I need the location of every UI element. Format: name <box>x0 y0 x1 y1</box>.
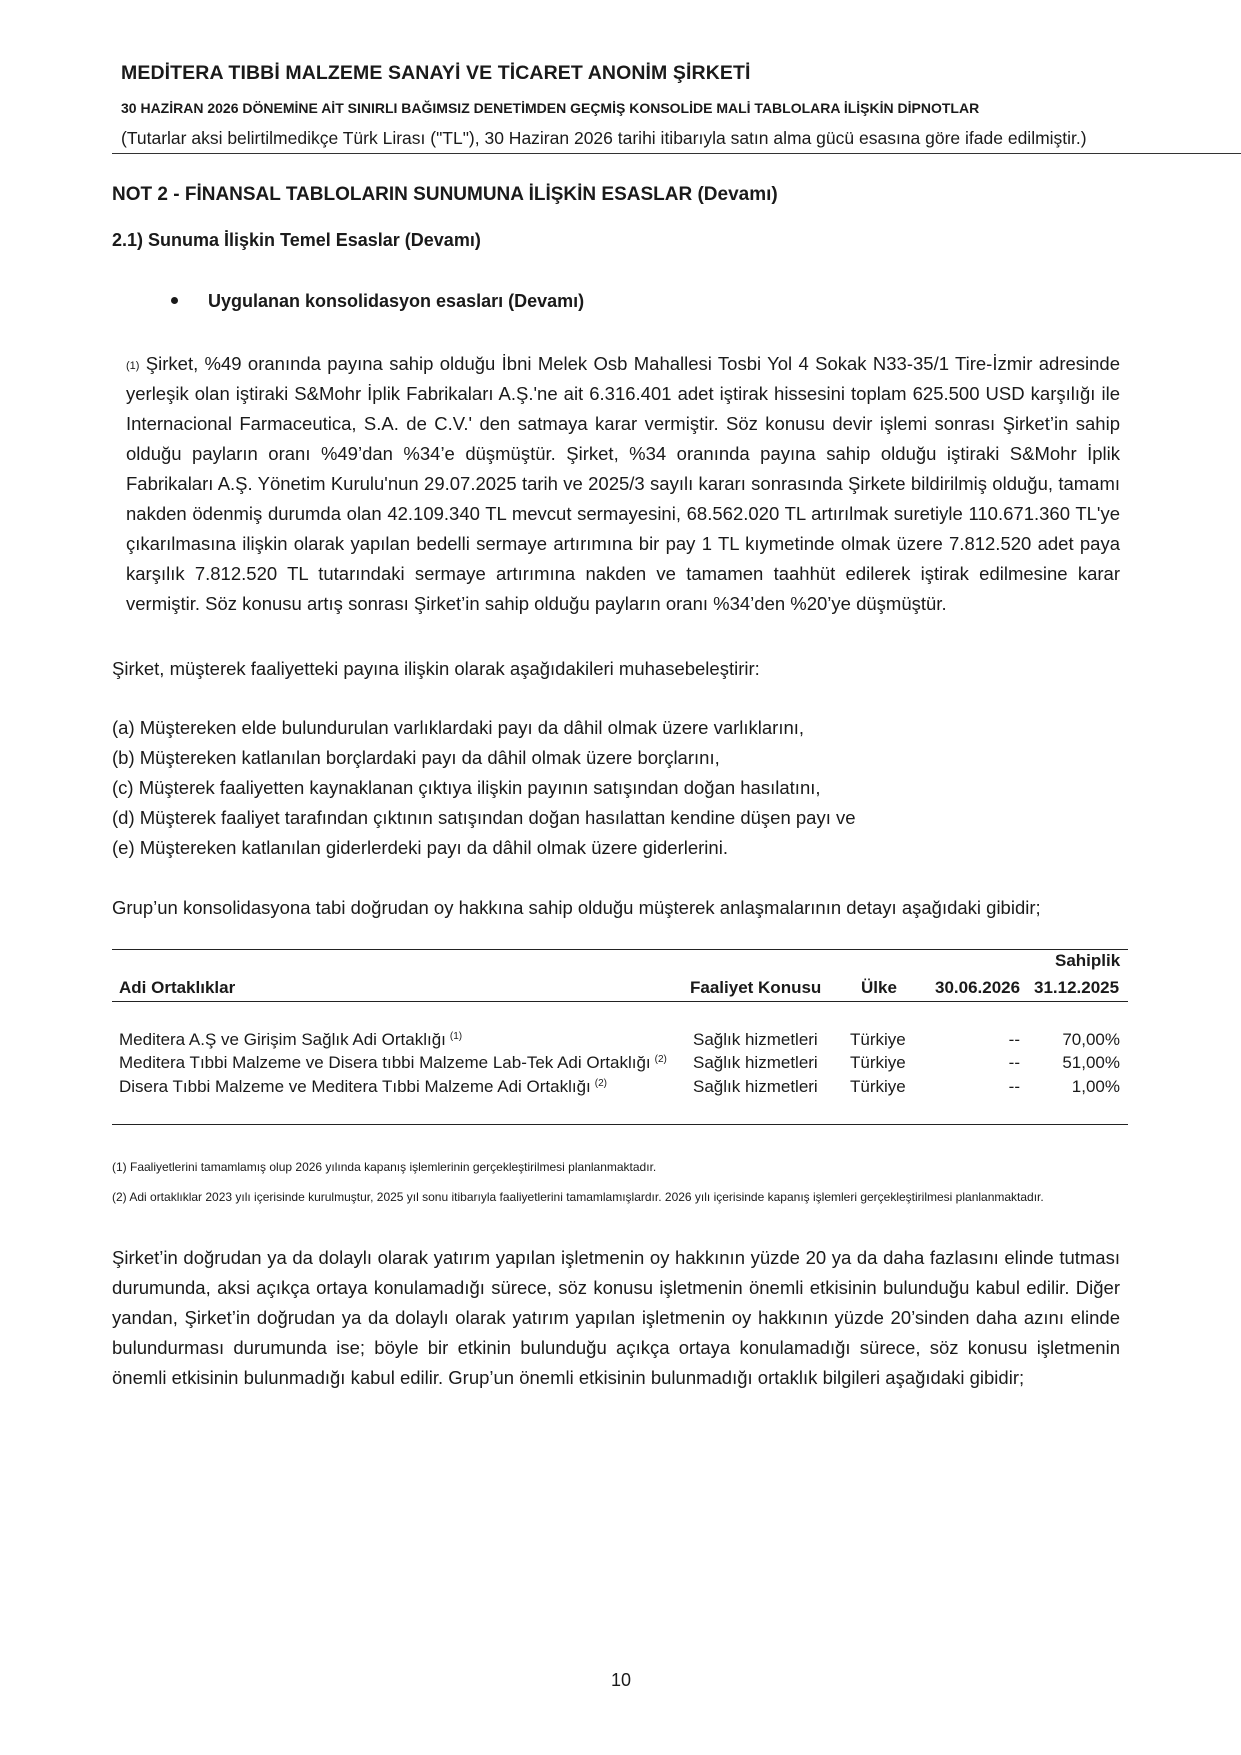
table-bottom-rule <box>112 1124 1128 1125</box>
footnote-2: (2) Adi ortaklıklar 2023 yılı içerisinde kurulmuştur, 2025 yıl sonu itibarıyla faaliyetlerini tamamlamışlardır. 2026 yılı içerisinde kapanış işlemleri gerçekleştirilmesi planlanmaktadır. <box>112 1190 1044 1204</box>
table-row-country: Türkiye <box>850 1030 906 1049</box>
list-item: (b) Müştereken katlanılan borçlardaki payı da dâhil olmak üzere borçlarını, <box>112 747 720 768</box>
table-top-rule <box>112 949 1128 950</box>
table-row-activity: Sağlık hizmetleri <box>693 1053 818 1072</box>
section-title: NOT 2 - FİNANSAL TABLOLARIN SUNUMUNA İLİŞKİN ESASLAR (Devamı) <box>112 184 778 205</box>
paragraph-table-intro: Grup’un konsolidasyona tabi doğrudan oy hakkına sahip olduğu müşterek anlaşmalarının detayı aşağıdaki gibidir; <box>112 897 1041 918</box>
header-divider <box>112 153 1241 154</box>
ownership-group-header: Sahiplik <box>1055 951 1121 970</box>
paragraph-disposal <box>126 349 1120 619</box>
section-subtitle: 2.1) Sunuma İlişkin Temel Esaslar (Devamı) <box>112 230 481 250</box>
list-item: (a) Müştereken elde bulundurulan varlıklardaki payı da dâhil olmak üzere varlıklarını, <box>112 717 805 738</box>
paragraph-disposal-text: Şirket, %49 oranında payına sahip olduğu İbni Melek Osb Mahallesi Tosbi Yol 4 Sokak N33-35/1 Tire-İzmir adresinde yerleşik olan iştiraki S&Mohr İplik Fabrikaları A.Ş.'ne ait 6.316.401 adet iştirak hissesini toplam 625.500 USD karşılığı ile Internacional Farmaceutica, S.A. de C.V.' den satmaya karar vermiştir. Söz konusu devir işlemi sonrası Şirket’in sahip olduğu payların oranı %49’dan %34’e düşmüştür. Şirket, %34 oranında payına sahip olduğu iştiraki S&Mohr İplik Fabrikaları A.Ş. Yönetim Kurulu'nun 29.07.2025 tarih ve 2025/3 sayılı kararı sonrasında Şirkete bildirilmiş olduğu, tamamı nakden ödenmiş durumda olan 42.109.340 TL mevcut sermayesini, 68.562.020 TL artırılmak suretiyle 110.671.360 TL'ye çıkarılmasına ilişkin olarak yapılan bedelli sermaye artırımına bir pay 1 TL kıymetinde olmak üzere 7.812.520 adet paya karşılık 7.812.520 TL tutarındaki sermaye artırımına nakden ve tamamen taahhüt edilerek iştirak edilmesine karar vermiştir. Söz konusu artış sonrası Şirket’in sahip olduğu payların oranı %34’den %20’ye düşmüştür. <box>126 353 1120 614</box>
list-item: (e) Müştereken katlanılan giderlerdeki payı da dâhil olmak üzere giderlerini. <box>112 837 728 858</box>
paragraph-joint-operations: Şirket, müşterek faaliyetteki payına ilişkin olarak aşağıdakileri muhasebeleştirir: <box>112 658 760 679</box>
footnote-1: (1) Faaliyetlerini tamamlamış olup 2026 yılında kapanış işlemlerinin gerçekleştirilmesi planlanmaktadır. <box>112 1160 657 1174</box>
table-row-value-2025: 51,00% <box>1062 1053 1120 1072</box>
table-row-name: Meditera Tıbbi Malzeme ve Disera tıbbi Malzeme Lab-Tek Adi Ortaklığı $^{(2)}$ <box>119 1053 667 1072</box>
list-item: (c) Müşterek faaliyetten kaynaklanan çıktıya ilişkin payının satışından doğan hasılatını, <box>112 777 821 798</box>
accounting-list <box>112 713 856 863</box>
company-name: MEDİTERA TIBBİ MALZEME SANAYİ VE TİCARET ANONİM ŞİRKETİ <box>121 62 751 84</box>
table-row-value-2025: 70,00% <box>1062 1030 1120 1049</box>
table-row-value-2026: -- <box>1008 1053 1020 1072</box>
bullet-heading: Uygulanan konsolidasyon esasları (Devamı) <box>208 291 585 311</box>
table-row-country: Türkiye <box>850 1077 906 1096</box>
table-row-value-2026: -- <box>1008 1030 1020 1049</box>
col-header-2025: 31.12.2025 <box>1034 978 1120 997</box>
list-item: (d) Müşterek faaliyet tarafından çıktının satışından doğan hasılattan kendine düşen payı ve <box>112 807 856 828</box>
table-row-value-2025: 1,00% <box>1071 1077 1120 1096</box>
col-header-2026: 30.06.2026 <box>935 978 1021 997</box>
table-row-value-2026: -- <box>1008 1077 1020 1096</box>
col-header-name: Adi Ortaklıklar <box>119 978 236 997</box>
bullet-icon <box>171 297 178 304</box>
paragraph-significant-influence: Şirket’in doğrudan ya da dolaylı olarak yatırım yapılan işletmenin oy hakkının yüzde 20 ya da daha fazlasını elinde tutması durumunda, aksi açıkça ortaya konulamadığı sürece, söz konusu işletmenin önemli etkisinin bulunduğu kabul edilir. Diğer yandan, Şirket’in doğrudan ya da dolaylı olarak yatırım yapılan işletmenin oy hakkının yüzde 20’sinden daha azını elinde bulundurması durumunda ise; böyle bir etkinin bulunduğu açıkça ortaya konulamadığı sürece, söz konusu işletmenin önemli etkisinin bulunmadığı kabul edilir. Grup’un önemli etkisinin bulunmadığı ortaklık bilgileri aşağıdaki gibidir; <box>112 1247 1120 1388</box>
page-number: 10 <box>611 1670 632 1690</box>
col-header-activity: Faaliyet Konusu <box>690 978 822 997</box>
col-header-country: Ülke <box>861 978 897 997</box>
table-row-activity: Sağlık hizmetleri <box>693 1077 818 1096</box>
table-row-activity: Sağlık hizmetleri <box>693 1030 818 1049</box>
footnote-marker: (1) <box>126 360 140 372</box>
table-row-country: Türkiye <box>850 1053 906 1072</box>
currency-note: (Tutarlar aksi belirtilmedikçe Türk Lirası ("TL"), 30 Haziran 2026 tarihi itibarıyla satın alma gücü esasına göre ifade edilmiştir.) <box>121 128 1087 148</box>
table-header-rule <box>112 1001 1128 1002</box>
table-row-name: Meditera A.Ş ve Girişim Sağlık Adi Ortaklığı $^{(1)}$ <box>119 1030 463 1049</box>
report-subtitle: 30 HAZİRAN 2026 DÖNEMİNE AİT SINIRLI BAĞIMSIZ DENETİMDEN GEÇMİŞ KONSOLİDE MALİ TABLOLARA İLİŞKİN DİPNOTLAR <box>121 100 980 116</box>
table-row-name: Disera Tıbbi Malzeme ve Meditera Tıbbi Malzeme Adi Ortaklığı $^{(2)}$ <box>119 1077 608 1096</box>
